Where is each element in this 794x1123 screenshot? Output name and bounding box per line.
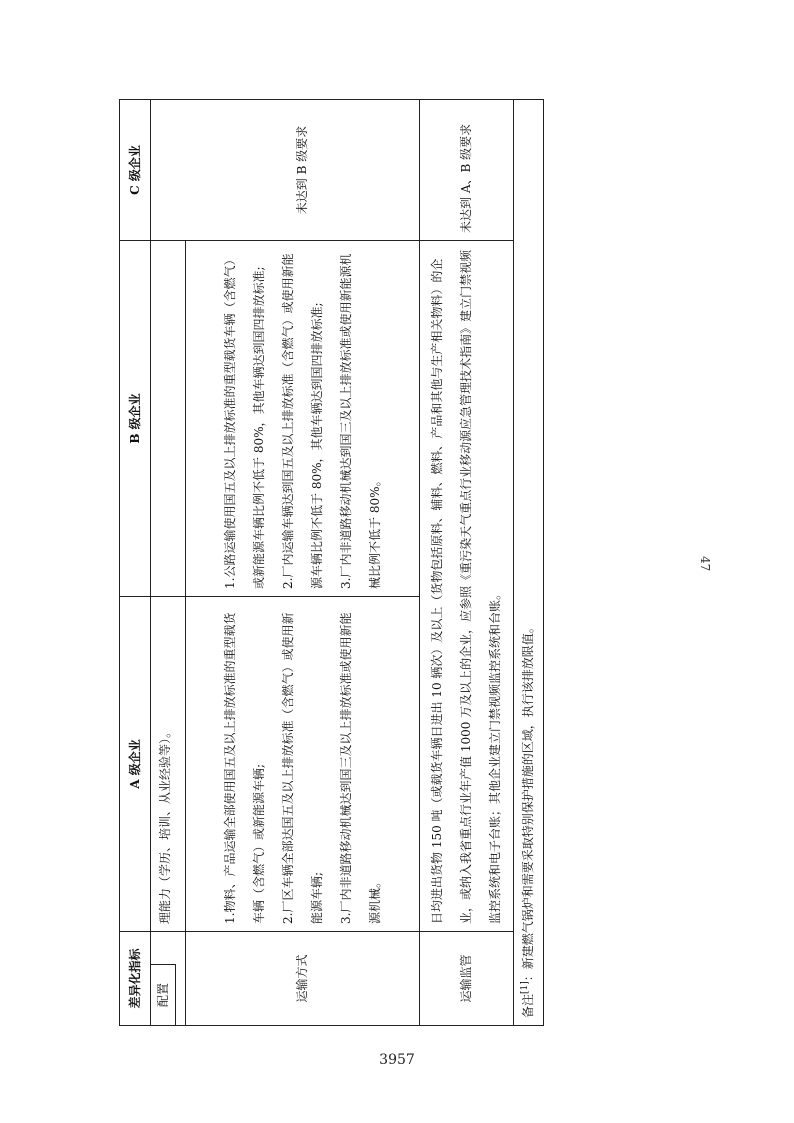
- transport-a-item-1: 1.物料、产品运输全部使用国五及以上排放标准的重型载货车辆（含燃气）或新能源车辆;: [222, 612, 266, 924]
- table-row-transport: [186, 100, 420, 1026]
- transport-a-cell: [186, 597, 420, 932]
- header-level-a: A 级企业: [120, 597, 151, 932]
- config-c-cell: [151, 100, 186, 241]
- table-note: [514, 100, 544, 1026]
- transport-b-item-1: 1.公路运输使用国五及以上排放标准的重型载货车辆（含燃气）或新能源车辆比例不低于 80%，其他车辆达到国四排放标准;: [222, 253, 266, 589]
- table-row-note: [514, 100, 544, 1026]
- transport-a-item-3: 3.厂内非道路移动机械达到国三及以上排放标准或使用新能源机械。: [338, 612, 382, 924]
- table-row-config: [151, 100, 186, 1026]
- header-indicator: 差异化指标: [120, 932, 151, 1026]
- inner-page-number: 47: [698, 556, 712, 572]
- monitor-label: 运输监管: [420, 932, 514, 1026]
- page-number: 3957: [379, 1052, 415, 1068]
- config-label-cell: [151, 932, 186, 1026]
- header-level-c: C 级企业: [120, 100, 151, 241]
- table-row-monitor: [420, 100, 514, 1026]
- note-marker: [1]: [520, 981, 530, 994]
- differentiated-indicator-table: [119, 99, 544, 1026]
- header-level-b: B 级企业: [120, 241, 151, 597]
- transport-b-item-2: 2.厂内运输车辆达到国五及以上排放标准（含燃气）或使用新能源车辆比例不低于 80%，其他车辆达到国四排放标准;: [280, 253, 324, 589]
- transport-a-item-2: 2.厂区车辆全部达国五及以上排放标准（含燃气）或使用新能源车辆;: [280, 612, 324, 924]
- config-a-text: 理能力（学历、培训、从业经验等）。: [151, 597, 186, 932]
- monitor-ab-text: 日均进出货物 150 吨（或载货车辆日进出 10 辆次）及以上（货物包括原料、辅料、燃料、产品和其他与生产相关物料）的企业，或纳入我省重点行业年产值 1000 万及以上的企业，应参照《重污染天气重点行业移动源应急管理技术指南》建立门禁视频监控系统和电子台账；其他企业建立门禁视频监控系统和台账。: [420, 241, 514, 932]
- transport-label: 运输方式: [186, 932, 420, 1026]
- monitor-c-text: 未达到 A、B 级要求: [420, 100, 514, 241]
- rotated-table-container: [119, 100, 533, 1026]
- table-header-row: [120, 100, 151, 1026]
- config-b-cell: [151, 241, 186, 597]
- transport-b-cell: [186, 241, 420, 597]
- transport-c-text: 未达到 B 级要求: [186, 100, 420, 241]
- transport-b-item-3: 3.厂内非道路移动机械达到国三及以上排放标准或使用新能源机械比例不低于 80%。: [338, 253, 382, 589]
- note-prefix: 备注: [521, 993, 535, 1018]
- config-sub-label: 配置: [151, 964, 176, 1025]
- note-text: ：新建燃气锅炉和需要采取特别保护措施的区域，执行该排放限值。: [521, 621, 535, 982]
